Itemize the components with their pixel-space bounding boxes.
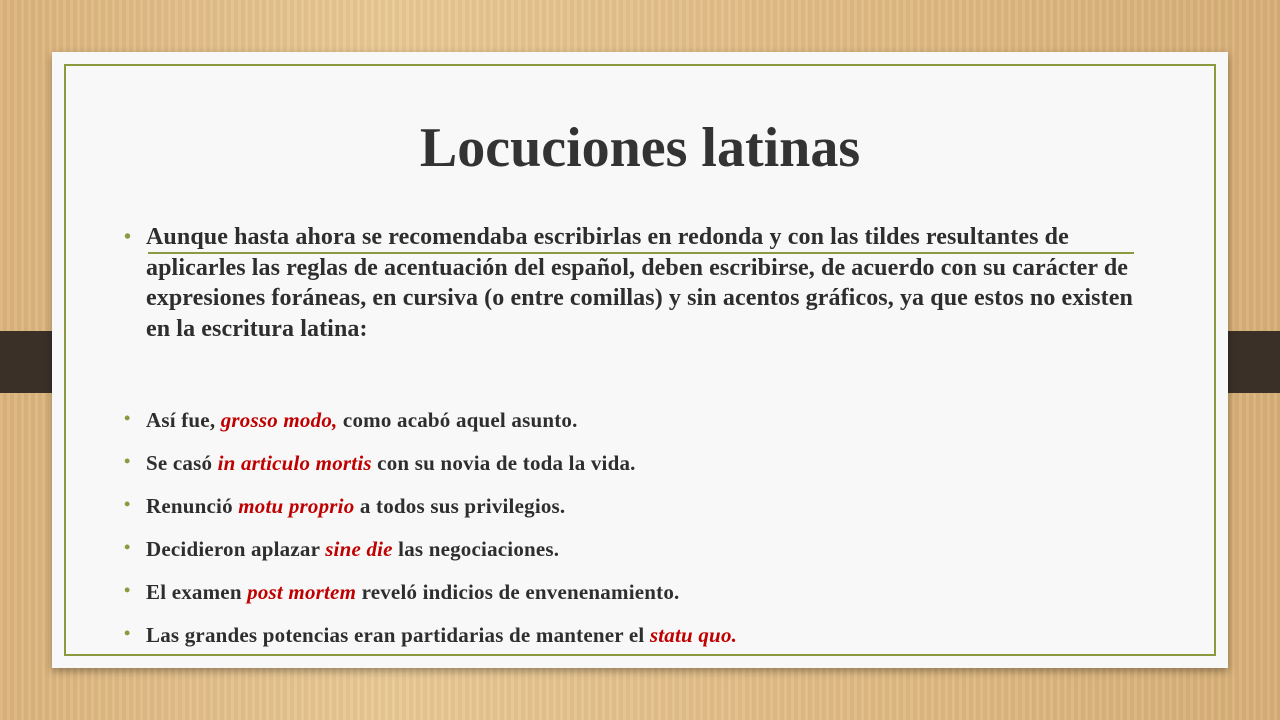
example-before: Las grandes potencias eran partidarias de mantener el — [146, 623, 650, 647]
example-item — [124, 620, 1146, 663]
bullet-icon: • — [124, 580, 131, 600]
example-after: las negociaciones. — [392, 537, 560, 561]
latin-phrase: motu proprio — [238, 494, 355, 518]
example-after: como acabó aquel asunto. — [337, 408, 578, 432]
latin-phrase: statu quo. — [649, 623, 738, 647]
example-after: reveló indicios de envenenamiento. — [356, 580, 680, 604]
example-after: a todos sus privilegios. — [354, 494, 566, 518]
slide-title: Locuciones latinas — [419, 117, 861, 179]
bullet-icon: • — [124, 451, 131, 471]
latin-phrase: sine die — [325, 537, 393, 561]
bullet-icon: • — [124, 408, 131, 428]
intro-paragraph — [124, 222, 1146, 344]
bullet-icon: • — [124, 537, 131, 557]
bullet-icon: • — [124, 623, 131, 643]
example-item — [124, 491, 1146, 534]
example-item — [124, 405, 1146, 448]
slide-card — [52, 52, 1228, 668]
spellcheck-underline — [148, 252, 1134, 254]
example-before: El examen — [146, 580, 248, 604]
intro-text: Aunque hasta ahora se recomendaba escribirlas en redonda y con las tildes resultantes de aplicarles las reglas de acentuación del español, deben escribirse, de acuerdo con su carácter de expresiones foráneas, en cursiva (o entre comillas) y sin acentos gráficos, ya que estos no existen en la escritura latina: — [146, 224, 1133, 342]
example-before: Renunció — [146, 494, 239, 518]
latin-phrase: post mortem — [247, 580, 357, 604]
example-item — [124, 577, 1146, 620]
example-item — [124, 534, 1146, 577]
latin-phrase: in articulo mortis — [217, 451, 372, 475]
example-before: Decidieron aplazar — [146, 537, 326, 561]
example-before: Se casó — [146, 451, 218, 475]
example-item — [124, 448, 1146, 491]
bullet-icon: • — [124, 494, 131, 514]
bullet-icon: • — [124, 226, 132, 248]
examples-list — [124, 405, 1146, 663]
example-after: con su novia de toda la vida. — [371, 451, 636, 475]
latin-phrase: grosso modo, — [220, 408, 338, 432]
example-before: Así fue, — [146, 408, 221, 432]
